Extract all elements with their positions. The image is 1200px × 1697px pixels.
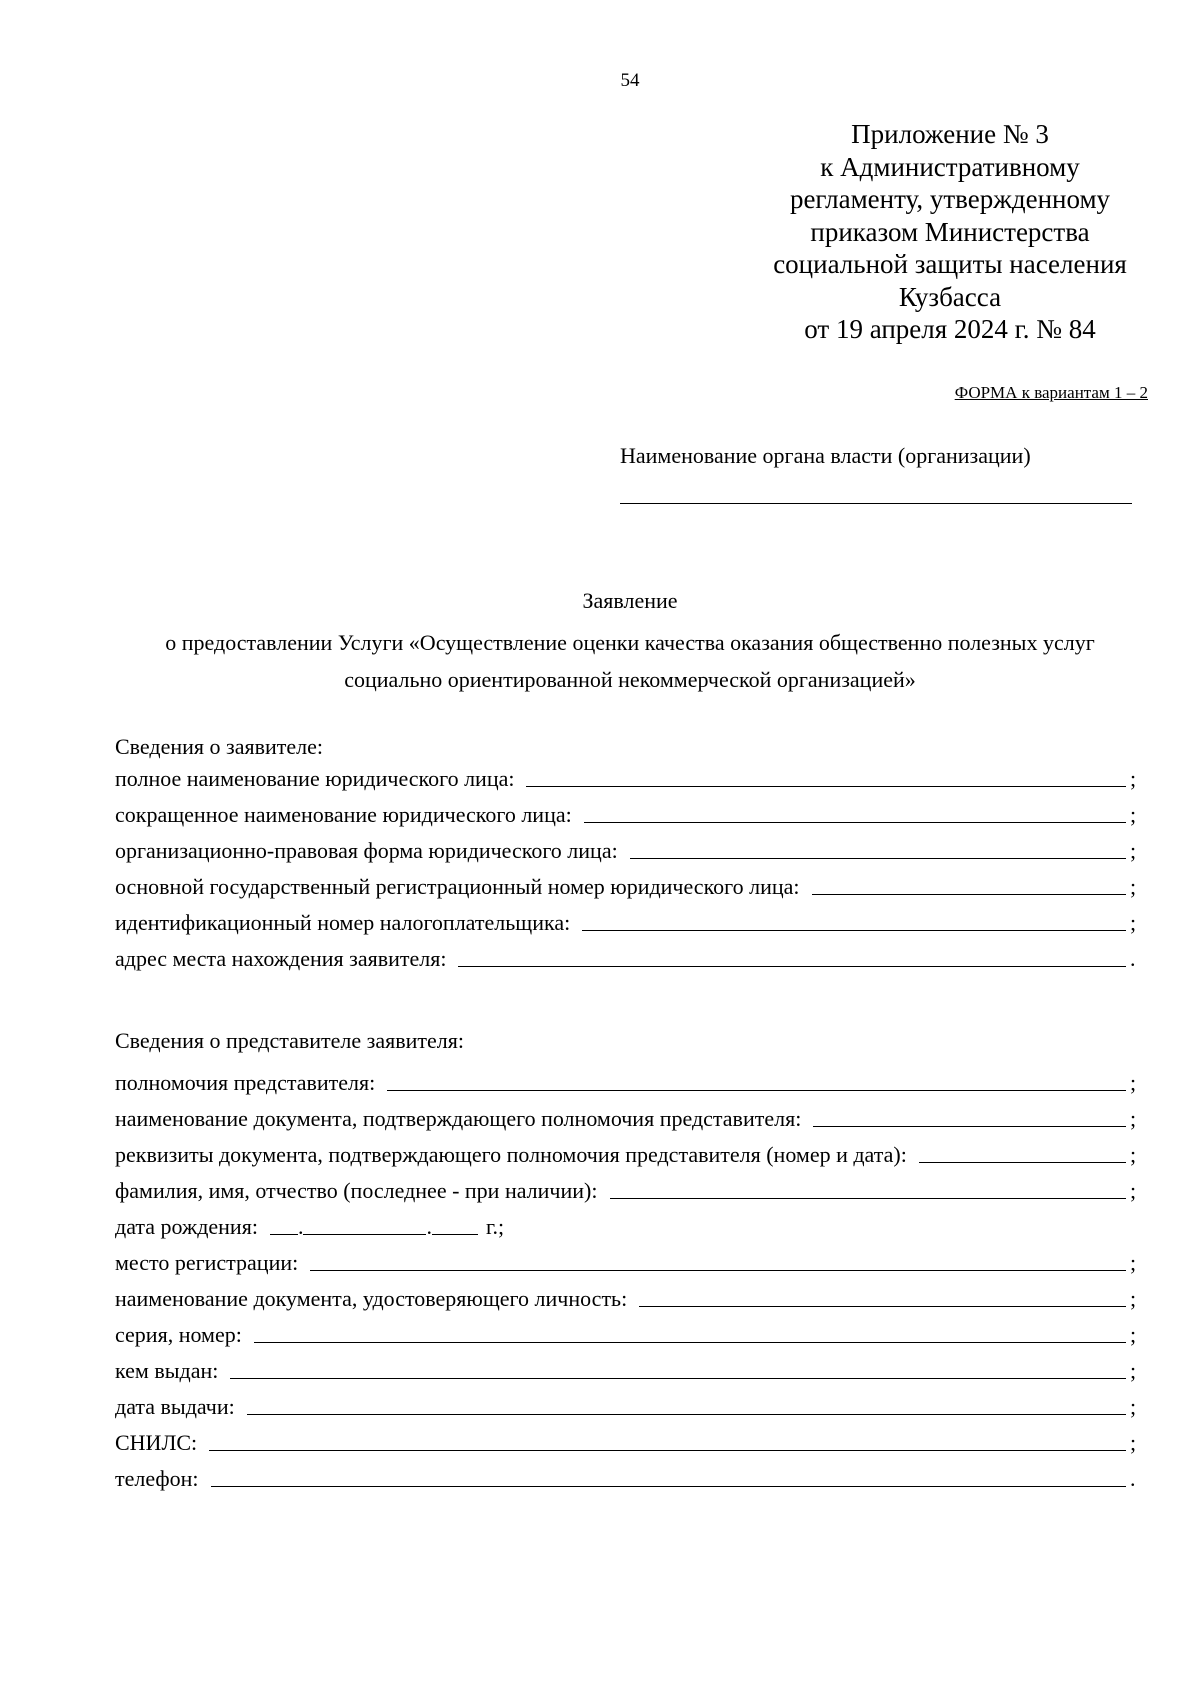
field-end: ; (1130, 838, 1137, 863)
power-document-name-input[interactable] (813, 1125, 1126, 1127)
field-label: кем выдан: (115, 1358, 219, 1383)
field-end: ; (1130, 766, 1137, 791)
issued-by-input[interactable] (230, 1377, 1126, 1379)
date-separator: . (297, 1214, 304, 1239)
field-label: адрес места нахождения заявителя: (115, 946, 447, 971)
field-end: ; (1130, 1358, 1137, 1383)
ogrn-input[interactable] (812, 893, 1126, 895)
appendix-line: к Административному (820, 151, 1080, 182)
applicant-field (115, 906, 1140, 936)
form-variant-label: ФОРМА к вариантам 1 – 2 (954, 383, 1148, 402)
issue-date-input[interactable] (247, 1413, 1126, 1415)
series-number-input[interactable] (254, 1341, 1126, 1343)
field-end: ; (1130, 1250, 1137, 1275)
appendix-line: Кузбасса (898, 281, 1002, 312)
field-end: . (1130, 1466, 1136, 1491)
registration-place-input[interactable] (310, 1269, 1126, 1271)
subtitle-line: о предоставлении Услуги «Осуществление оценки качества оказания общественно полезных услуг (165, 630, 1095, 655)
birth-day-input[interactable] (270, 1233, 298, 1235)
birth-month-input[interactable] (303, 1233, 426, 1235)
statement-title: Заявление (582, 588, 678, 613)
field-end: ; (1130, 1070, 1137, 1095)
subtitle-line: социально ориентированной некоммерческой организацией» (344, 667, 916, 692)
snils-input[interactable] (209, 1449, 1126, 1451)
full-name-input[interactable] (526, 785, 1126, 787)
field-label: телефон: (115, 1466, 199, 1491)
birth-date-label: дата рождения: (115, 1214, 258, 1239)
date-separator: . (426, 1214, 432, 1239)
representative-field (115, 1282, 1140, 1312)
representative-field (115, 1462, 1140, 1492)
field-label: дата выдачи: (115, 1394, 235, 1419)
appendix-line: Приложение № 3 (851, 119, 1049, 149)
phone-input[interactable] (211, 1485, 1126, 1487)
birth-year-input[interactable] (432, 1233, 478, 1235)
legal-form-input[interactable] (630, 857, 1126, 859)
power-document-details-input[interactable] (919, 1161, 1126, 1163)
field-label: полное наименование юридического лица: (115, 766, 515, 791)
applicant-field (115, 942, 1140, 972)
appendix-line: социальной защиты населения (773, 249, 1127, 279)
field-end: ; (1130, 1394, 1137, 1419)
authority-input-line[interactable] (620, 503, 1132, 504)
representative-field (115, 1390, 1140, 1420)
short-name-input[interactable] (584, 821, 1126, 823)
field-label: серия, номер: (115, 1322, 242, 1347)
representative-field (115, 1426, 1140, 1456)
field-end: ; (1130, 1178, 1137, 1203)
field-label: организационно-правовая форма юридического лица: (115, 838, 618, 863)
applicant-field (115, 798, 1140, 828)
representative-field (115, 1066, 1140, 1096)
representative-field (115, 1138, 1140, 1168)
field-label: наименование документа, подтверждающего полномочия представителя: (115, 1106, 802, 1131)
field-end: ; (1130, 1286, 1137, 1311)
representative-field (115, 1318, 1140, 1348)
birth-date-row (115, 1210, 504, 1240)
field-end: ; (1130, 910, 1137, 935)
field-end: ; (1130, 1106, 1137, 1131)
field-label: СНИЛС: (115, 1430, 198, 1455)
field-label: полномочия представителя: (115, 1070, 376, 1095)
representative-field (115, 1102, 1140, 1132)
field-label: идентификационный номер налогоплательщика: (115, 910, 571, 935)
field-label: наименование документа, удостоверяющего личность: (115, 1286, 628, 1311)
representative-field (115, 1246, 1140, 1276)
appendix-line: приказом Министерства (810, 216, 1090, 247)
inn-input[interactable] (582, 929, 1126, 931)
field-label: сокращенное наименование юридического лица: (115, 802, 572, 827)
representative-heading: Сведения о представителе заявителя: (115, 1028, 464, 1053)
applicant-heading: Сведения о заявителе: (115, 734, 324, 759)
address-input[interactable] (458, 965, 1126, 967)
field-end: ; (1130, 802, 1137, 827)
field-label: реквизиты документа, подтверждающего полномочия представителя (номер и дата): (115, 1142, 907, 1167)
applicant-field (115, 762, 1140, 792)
field-end: ; (1130, 874, 1137, 899)
identity-document-input[interactable] (639, 1305, 1126, 1307)
applicant-field (115, 870, 1140, 900)
field-label: фамилия, имя, отчество (последнее - при наличии): (115, 1178, 598, 1203)
authority-powers-input[interactable] (387, 1089, 1126, 1091)
appendix-line: от 19 апреля 2024 г. № 84 (804, 314, 1096, 344)
field-end: ; (1130, 1430, 1137, 1455)
appendix-line: регламенту, утвержденному (789, 184, 1111, 214)
representative-field (115, 1354, 1140, 1384)
field-label: место регистрации: (115, 1250, 299, 1275)
authority-label: Наименование органа власти (организации) (620, 443, 1031, 468)
field-label: основной государственный регистрационный номер юридического лица: (115, 874, 800, 899)
year-suffix: г.; (485, 1214, 505, 1239)
page-number: 54 (620, 70, 640, 91)
field-end: ; (1130, 1322, 1137, 1347)
applicant-field (115, 834, 1140, 864)
statement-subtitle (100, 624, 1160, 698)
field-end: . (1130, 946, 1136, 971)
representative-field (115, 1174, 1140, 1204)
appendix-header (740, 118, 1160, 346)
field-end: ; (1130, 1142, 1137, 1167)
full-name-person-input[interactable] (610, 1197, 1127, 1199)
